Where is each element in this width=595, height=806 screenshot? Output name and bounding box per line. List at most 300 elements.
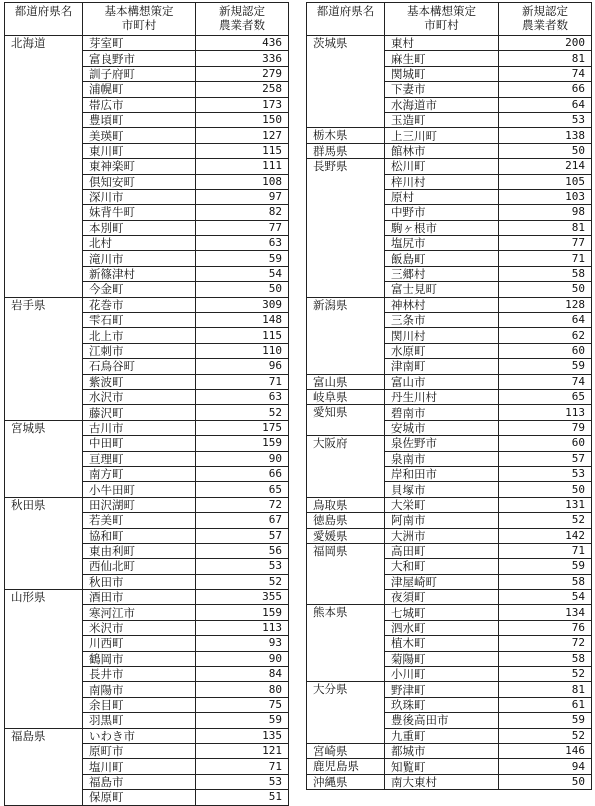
prefecture-cell [5,620,83,635]
municipality-cell: 長井市 [83,667,196,682]
municipality-cell: 丹生川村 [385,389,499,404]
table-row [5,328,289,343]
table-row [307,405,592,420]
table-row [307,667,592,682]
table-row [5,189,289,204]
municipality-cell: 原町市 [83,743,196,758]
count-cell: 60 [499,436,592,451]
table-row [307,389,592,404]
prefecture-cell [5,374,83,389]
municipality-cell: 貝塚市 [385,482,499,497]
count-cell: 77 [196,220,289,235]
table-row [5,743,289,758]
municipality-cell: 岸和田市 [385,466,499,481]
prefecture-cell: 愛知県 [307,405,385,420]
count-cell: 110 [196,343,289,358]
municipality-cell: 神林村 [385,297,499,312]
table-row [307,451,592,466]
prefecture-cell [5,97,83,112]
municipality-cell: 本別町 [83,220,196,235]
count-cell: 52 [196,405,289,420]
count-cell: 142 [499,528,592,543]
municipality-cell: 高田町 [385,543,499,558]
municipality-cell: 水原町 [385,343,499,358]
table-row [5,774,289,789]
prefecture-cell: 宮城県 [5,420,83,435]
table-row [5,636,289,651]
prefecture-cell [5,651,83,666]
count-cell: 175 [196,420,289,435]
table-row [307,282,592,297]
municipality-cell: 帯広市 [83,97,196,112]
table-row [5,697,289,712]
municipality-cell: 寒河江市 [83,605,196,620]
municipality-cell: 泉南市 [385,451,499,466]
municipality-cell: 中野市 [385,205,499,220]
count-cell: 94 [499,759,592,774]
prefecture-cell [5,405,83,420]
prefecture-cell [307,328,385,343]
prefecture-cell: 岐阜県 [307,389,385,404]
count-cell: 214 [499,159,592,174]
table-row [307,143,592,158]
municipality-cell: 泗水町 [385,620,499,635]
prefecture-cell [5,605,83,620]
table-row [307,112,592,127]
count-cell: 50 [499,774,592,789]
table-row [307,343,592,358]
municipality-cell: 南大東村 [385,774,499,789]
prefecture-cell: 岩手県 [5,297,83,312]
municipality-cell: 松川町 [385,159,499,174]
table-row [5,667,289,682]
municipality-cell: 秋田市 [83,574,196,589]
count-cell: 59 [499,713,592,728]
count-cell: 50 [499,143,592,158]
table-row [5,543,289,558]
municipality-cell: 東神楽町 [83,159,196,174]
table-row [307,251,592,266]
prefecture-cell [5,343,83,358]
count-cell: 54 [196,266,289,281]
count-cell: 84 [196,667,289,682]
prefecture-cell [5,636,83,651]
municipality-cell: 豊後高田市 [385,713,499,728]
table-row [307,420,592,435]
table-row [307,297,592,312]
municipality-cell: 東川町 [83,143,196,158]
municipality-cell: 中田町 [83,436,196,451]
count-cell: 60 [499,343,592,358]
table-row [307,651,592,666]
count-cell: 79 [499,420,592,435]
prefecture-cell [307,220,385,235]
municipality-cell: 亘理町 [83,451,196,466]
count-cell: 71 [196,759,289,774]
prefecture-cell [5,466,83,481]
municipality-cell: 浦幌町 [83,82,196,97]
table-row [307,205,592,220]
prefecture-cell [5,51,83,66]
table-row [307,174,592,189]
prefecture-cell [5,220,83,235]
prefecture-cell [307,51,385,66]
municipality-cell: 江刺市 [83,343,196,358]
municipality-cell: 藤沢町 [83,405,196,420]
municipality-cell: 協和町 [83,528,196,543]
municipality-cell: 紫波町 [83,374,196,389]
prefecture-cell [307,713,385,728]
count-cell: 93 [196,636,289,651]
municipality-cell: 碧南市 [385,405,499,420]
count-cell: 53 [196,774,289,789]
municipality-cell: 米沢市 [83,620,196,635]
table-row [5,405,289,420]
prefecture-cell: 福岡県 [307,543,385,558]
count-cell: 115 [196,328,289,343]
prefecture-cell [5,667,83,682]
prefecture-cell [5,774,83,789]
prefecture-cell [307,590,385,605]
count-cell: 90 [196,451,289,466]
municipality-cell: 野津町 [385,682,499,697]
count-cell: 436 [196,36,289,51]
count-cell: 81 [499,682,592,697]
prefecture-cell: 鳥取県 [307,497,385,512]
count-cell: 121 [196,743,289,758]
municipality-cell: 安城市 [385,420,499,435]
municipality-cell: 南方町 [83,466,196,481]
municipality-cell: 訓子府町 [83,66,196,81]
municipality-cell: 泉佐野市 [385,436,499,451]
count-cell: 71 [499,251,592,266]
table-row [5,759,289,774]
municipality-cell: 館林市 [385,143,499,158]
prefecture-cell [307,559,385,574]
header-row [307,3,592,36]
prefecture-cell [5,236,83,251]
prefecture-cell [5,790,83,805]
municipality-cell: 三条市 [385,313,499,328]
count-cell: 66 [196,466,289,481]
municipality-cell: 三郷村 [385,266,499,281]
count-cell: 146 [499,743,592,758]
count-cell: 113 [499,405,592,420]
municipality-cell: 阿南市 [385,513,499,528]
count-cell: 59 [196,251,289,266]
table-row [5,66,289,81]
table-row [307,220,592,235]
table-row [5,682,289,697]
municipality-cell: 津南町 [385,359,499,374]
prefecture-cell [307,482,385,497]
municipality-cell: 川西町 [83,636,196,651]
table-row [307,559,592,574]
count-cell: 309 [196,297,289,312]
prefecture-cell: 大分県 [307,682,385,697]
municipality-cell: 古川市 [83,420,196,435]
count-cell: 51 [196,790,289,805]
table-row [307,513,592,528]
count-cell: 58 [499,574,592,589]
count-cell: 80 [196,682,289,697]
table-row [307,313,592,328]
table-row [307,189,592,204]
prefecture-cell [307,574,385,589]
municipality-cell: 夜須町 [385,590,499,605]
table-row [5,559,289,574]
prefecture-cell [5,359,83,374]
prefecture-cell [5,143,83,158]
count-cell: 111 [196,159,289,174]
count-cell: 131 [499,497,592,512]
table-row [5,112,289,127]
count-cell: 65 [499,389,592,404]
prefecture-cell [5,82,83,97]
count-cell: 64 [499,97,592,112]
table-row [307,328,592,343]
count-cell: 58 [499,266,592,281]
table-row [307,636,592,651]
prefecture-cell [5,189,83,204]
prefecture-cell [5,174,83,189]
prefecture-cell: 熊本県 [307,605,385,620]
municipality-cell: 新篠津村 [83,266,196,281]
municipality-cell: 大洲市 [385,528,499,543]
municipality-cell: 菊陽町 [385,651,499,666]
prefecture-cell: 沖縄県 [307,774,385,789]
count-cell: 67 [196,513,289,528]
table-row [307,574,592,589]
municipality-cell: 南陽市 [83,682,196,697]
prefecture-cell [5,574,83,589]
table-row [5,97,289,112]
municipality-cell: 北上市 [83,328,196,343]
municipality-cell: 富良野市 [83,51,196,66]
count-cell: 105 [499,174,592,189]
prefecture-cell [307,66,385,81]
prefecture-cell [307,97,385,112]
table-row [5,343,289,358]
table-row [5,128,289,143]
left-table [4,2,289,806]
municipality-cell: 小牛田町 [83,482,196,497]
count-cell: 53 [499,466,592,481]
municipality-cell: 水沢市 [83,389,196,404]
municipality-cell: 水海道市 [385,97,499,112]
prefecture-cell: 鹿児島県 [307,759,385,774]
table-row [5,36,289,51]
prefecture-cell: 新潟県 [307,297,385,312]
count-cell: 59 [499,359,592,374]
prefecture-cell [5,112,83,127]
municipality-cell: 富山市 [385,374,499,389]
count-cell: 66 [499,82,592,97]
prefecture-cell [307,205,385,220]
municipality-cell: 駒ヶ根市 [385,220,499,235]
count-cell: 76 [499,620,592,635]
prefecture-cell [5,543,83,558]
count-cell: 52 [196,574,289,589]
table-row [5,451,289,466]
count-cell: 52 [499,513,592,528]
table-row [5,528,289,543]
count-cell: 81 [499,51,592,66]
header-municipality: 基本構想策定 市町村 [385,3,499,36]
prefecture-cell [307,189,385,204]
prefecture-cell [5,266,83,281]
table-row [5,251,289,266]
table-row [5,420,289,435]
prefecture-cell: 大阪府 [307,436,385,451]
table-row [5,466,289,481]
table-row [5,790,289,805]
count-cell: 64 [499,313,592,328]
count-cell: 58 [499,651,592,666]
table-row [307,713,592,728]
municipality-cell: 余目町 [83,697,196,712]
prefecture-cell [5,328,83,343]
municipality-cell: 東村 [385,36,499,51]
count-cell: 200 [499,36,592,51]
municipality-cell: 梓川村 [385,174,499,189]
count-cell: 108 [196,174,289,189]
prefecture-cell: 北海道 [5,36,83,51]
municipality-cell: 原村 [385,189,499,204]
count-cell: 258 [196,82,289,97]
municipality-cell: 保原町 [83,790,196,805]
municipality-cell: 関川村 [385,328,499,343]
prefecture-cell [307,636,385,651]
count-cell: 59 [499,559,592,574]
prefecture-cell [307,466,385,481]
count-cell: 62 [499,328,592,343]
table-row [307,697,592,712]
count-cell: 173 [196,97,289,112]
count-cell: 159 [196,605,289,620]
header-row [5,3,289,36]
municipality-cell: 下妻市 [385,82,499,97]
prefecture-cell: 栃木県 [307,128,385,143]
municipality-cell: 若美町 [83,513,196,528]
municipality-cell: 七城町 [385,605,499,620]
count-cell: 134 [499,605,592,620]
municipality-cell: 津屋崎町 [385,574,499,589]
prefecture-cell: 愛媛県 [307,528,385,543]
prefecture-cell [5,713,83,728]
count-cell: 279 [196,66,289,81]
count-cell: 50 [499,282,592,297]
prefecture-cell [5,451,83,466]
table-row [5,82,289,97]
municipality-cell: 東由利町 [83,543,196,558]
municipality-cell: 飯島町 [385,251,499,266]
prefecture-cell: 秋田県 [5,497,83,512]
count-cell: 72 [499,636,592,651]
prefecture-cell: 群馬県 [307,143,385,158]
prefecture-cell [307,236,385,251]
municipality-cell: 玉造町 [385,112,499,127]
prefecture-cell [307,667,385,682]
municipality-cell: 植木町 [385,636,499,651]
table-row [307,543,592,558]
municipality-cell: 大栄町 [385,497,499,512]
count-cell: 63 [196,389,289,404]
prefecture-cell [307,174,385,189]
left-body [5,36,289,806]
municipality-cell: 鶴岡市 [83,651,196,666]
count-cell: 59 [196,713,289,728]
header-count: 新規認定 農業者数 [499,3,592,36]
table-row [307,128,592,143]
municipality-cell: 大和町 [385,559,499,574]
municipality-cell: 福島市 [83,774,196,789]
prefecture-cell [307,451,385,466]
header-pref: 都道府県名 [5,3,83,36]
municipality-cell: 西仙北町 [83,559,196,574]
table-row [5,389,289,404]
municipality-cell: 塩川町 [83,759,196,774]
count-cell: 355 [196,590,289,605]
municipality-cell: 富士見町 [385,282,499,297]
prefecture-cell [307,343,385,358]
municipality-cell: 豊頃町 [83,112,196,127]
prefecture-cell: 山形県 [5,590,83,605]
table-row [5,205,289,220]
prefecture-cell: 富山県 [307,374,385,389]
table-row [307,97,592,112]
prefecture-cell: 福島県 [5,728,83,743]
prefecture-cell: 徳島県 [307,513,385,528]
prefecture-cell [5,128,83,143]
count-cell: 115 [196,143,289,158]
prefecture-cell [5,528,83,543]
prefecture-cell [307,282,385,297]
prefecture-cell [307,359,385,374]
table-row [307,682,592,697]
municipality-cell: いわき市 [83,728,196,743]
table-row [307,497,592,512]
table-row [307,620,592,635]
prefecture-cell [5,282,83,297]
prefecture-cell: 長野県 [307,159,385,174]
table-row [5,728,289,743]
prefecture-cell [5,436,83,451]
municipality-cell: 芽室町 [83,36,196,51]
prefecture-cell [5,205,83,220]
header-pref: 都道府県名 [307,3,385,36]
count-cell: 50 [499,482,592,497]
municipality-cell: 滝川市 [83,251,196,266]
count-cell: 138 [499,128,592,143]
count-cell: 71 [196,374,289,389]
municipality-cell: 小川町 [385,667,499,682]
table-row [307,759,592,774]
prefecture-cell [5,313,83,328]
count-cell: 90 [196,651,289,666]
prefecture-cell [5,66,83,81]
table-row [307,774,592,789]
count-cell: 336 [196,51,289,66]
count-cell: 71 [499,543,592,558]
count-cell: 128 [499,297,592,312]
prefecture-cell [307,251,385,266]
table-row [5,713,289,728]
prefecture-cell [307,728,385,743]
right-body [307,36,592,790]
table-row [5,143,289,158]
prefecture-cell [307,313,385,328]
